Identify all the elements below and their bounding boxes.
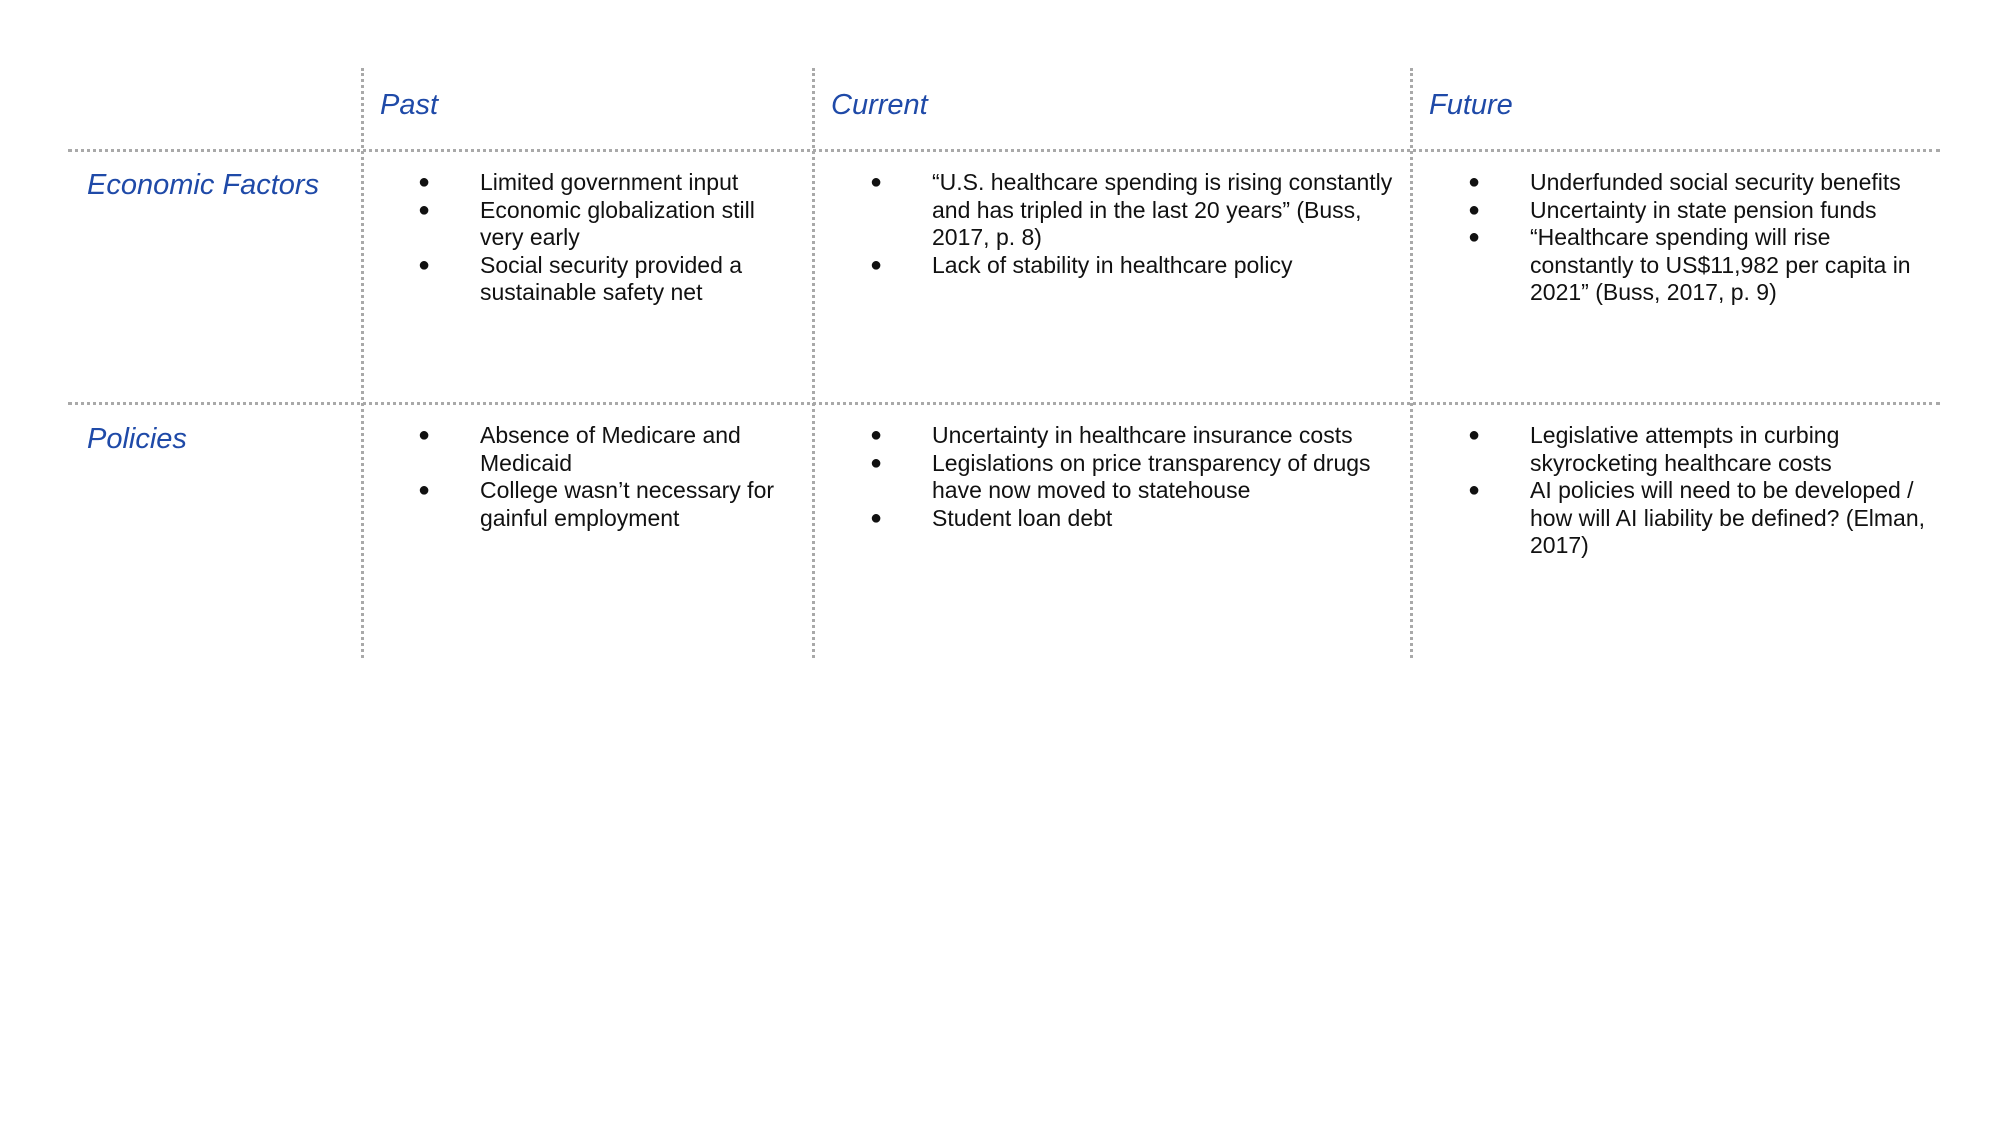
list-item-text: Economic globalization still very early	[480, 196, 755, 250]
cell-economic-past	[418, 169, 793, 307]
bullet-icon: ●	[1468, 198, 1481, 221]
list-item	[418, 252, 793, 307]
column-header-future: Future	[1429, 89, 1513, 121]
bullet-icon: ●	[418, 424, 431, 446]
list-item-text: “U.S. healthcare spending is rising constantly and has tripled in the last 20 years” (Buss, 2017, p. 8)	[932, 169, 1393, 250]
list-item	[1468, 169, 1938, 197]
bullet-icon: ●	[870, 171, 883, 193]
bullet-icon: ●	[418, 479, 431, 501]
list-item-text: Underfunded social security benefits	[1530, 169, 1901, 195]
list-item-text: Uncertainty in healthcare insurance costs	[932, 422, 1353, 448]
grid-divider-horizontal	[68, 402, 1940, 405]
cell-economic-current	[870, 169, 1395, 279]
list-item-text: AI policies will need to be developed / how will AI liability be defined? (Elman, 2017)	[1530, 477, 1926, 558]
list-item-text: Social security provided a sustainable safety net	[480, 251, 743, 305]
list-item	[1468, 477, 1938, 560]
list-item	[1468, 224, 1938, 307]
bullet-icon: ●	[418, 253, 431, 276]
list-item-text: Limited government input	[480, 169, 739, 195]
bullet-icon: ●	[1468, 226, 1481, 248]
list-item	[418, 422, 793, 477]
list-item	[418, 477, 793, 532]
list-item	[870, 505, 1395, 533]
bullet-icon: ●	[870, 424, 883, 446]
list-item-text: Student loan debt	[932, 504, 1113, 531]
cell-economic-future	[1468, 169, 1938, 307]
grid-divider-vertical	[812, 68, 815, 658]
bullet-icon: ●	[870, 253, 883, 276]
list-item-text: Uncertainty in state pension funds	[1530, 196, 1877, 223]
bullet-icon: ●	[1468, 479, 1481, 501]
list-item	[870, 450, 1395, 505]
list-item-text: “Healthcare spending will rise constantly to US$11,982 per capita in 2021” (Buss, 2017, p. 9)	[1530, 224, 1911, 305]
column-header-current: Current	[831, 89, 928, 121]
list-item	[870, 169, 1395, 252]
cell-policies-past	[418, 422, 793, 532]
grid-divider-vertical	[361, 68, 364, 658]
bullet-icon: ●	[418, 198, 431, 221]
list-item-text: Legislations on price transparency of drugs have now moved to statehouse	[932, 449, 1371, 503]
list-item	[418, 169, 793, 197]
bullet-icon: ●	[1468, 424, 1481, 446]
grid-divider-vertical	[1410, 68, 1413, 658]
row-header-economic-factors: Economic Factors	[87, 169, 320, 201]
list-item-text: Absence of Medicare and Medicaid	[480, 422, 741, 476]
list-item	[1468, 197, 1938, 225]
cell-policies-current	[870, 422, 1395, 532]
bullet-icon: ●	[870, 506, 883, 529]
grid-divider-horizontal	[68, 149, 1940, 152]
bullet-icon: ●	[418, 171, 431, 193]
row-header-policies: Policies	[87, 423, 187, 455]
list-item-text: College wasn’t necessary for gainful employment	[480, 477, 775, 531]
bullet-icon: ●	[1468, 171, 1481, 193]
list-item-text: Legislative attempts in curbing skyrocketing healthcare costs	[1530, 422, 1840, 476]
list-item-text: Lack of stability in healthcare policy	[932, 251, 1293, 278]
list-item	[870, 252, 1395, 280]
column-header-past: Past	[380, 89, 439, 121]
list-item	[870, 422, 1395, 450]
bullet-icon: ●	[870, 451, 883, 474]
cell-policies-future	[1468, 422, 1938, 560]
list-item	[1468, 422, 1938, 477]
list-item	[418, 197, 793, 252]
